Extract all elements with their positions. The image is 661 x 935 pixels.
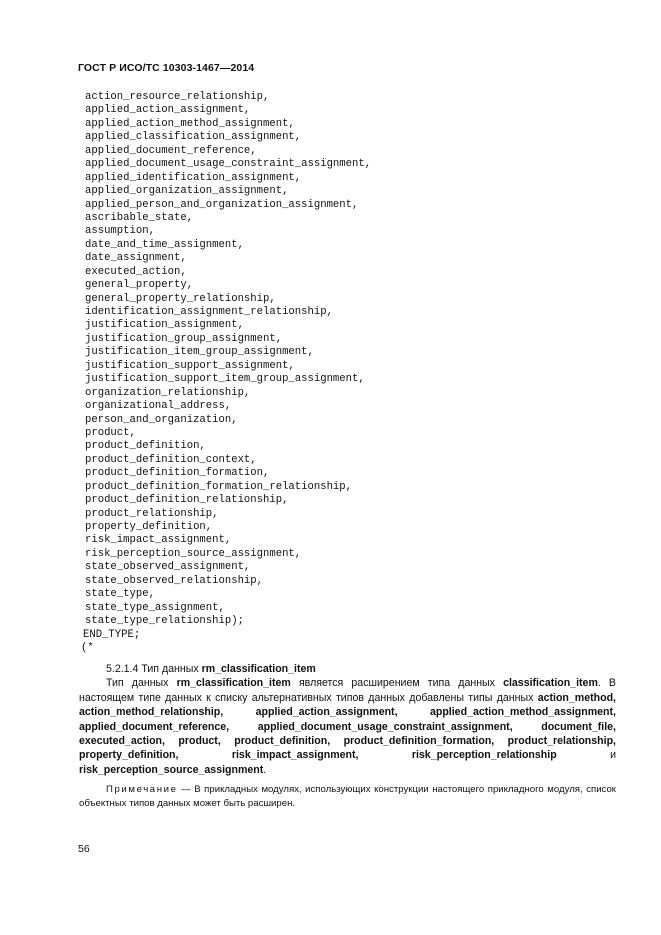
code-end-type: END_TYPE;: [83, 628, 141, 641]
code-line: justification_support_item_group_assignment,: [85, 373, 365, 386]
code-line: risk_perception_source_assignment,: [85, 547, 302, 560]
code-line: state_observed_relationship,: [85, 574, 264, 587]
code-line: state_type_assignment,: [85, 601, 225, 614]
code-line: assumption,: [85, 225, 155, 238]
page-number: 56: [78, 843, 90, 855]
code-line: product_definition_context,: [85, 453, 257, 466]
section-paragraph: [79, 676, 616, 777]
code-line: date_assignment,: [85, 252, 187, 265]
bold-term: action_method, action_method_relationship, applied_action_assignment, applied_action_method_assignment, applied_document_reference, applied_document_usage_constraint_assignment, document_file, executed_action, product, product_definition, product_definition_formation, product_relationship, property_definition, risk_impact_assignment, risk_perception_relationship: [79, 691, 616, 762]
code-line: justification_assignment,: [85, 319, 244, 332]
code-comment-open: (*: [81, 641, 94, 654]
code-line: ascribable_state,: [85, 211, 194, 224]
code-line: product,: [85, 426, 136, 439]
code-line: general_property,: [85, 279, 194, 292]
section-title-name: rm_classification_item: [201, 663, 316, 675]
code-line: applied_action_method_assignment,: [85, 117, 295, 130]
section-5-2-1-4: [79, 662, 616, 811]
code-line: person_and_organization,: [85, 413, 238, 426]
code-line: product_relationship,: [85, 507, 219, 520]
code-line: organization_relationship,: [85, 386, 251, 399]
bold-term: classification_item: [503, 677, 598, 690]
express-code-block: [81, 91, 371, 655]
code-line: identification_assignment_relationship,: [85, 306, 333, 318]
paragraph-text: и: [556, 749, 616, 762]
code-line: state_type,: [85, 588, 155, 601]
paragraph-text: . В настоящем типе данных к списку альтернативных типов данных добавлены типы данных: [79, 677, 617, 704]
bold-term: risk_perception_source_assignment: [79, 763, 264, 776]
code-line: applied_document_reference,: [85, 144, 257, 157]
code-line: applied_classification_assignment,: [85, 131, 302, 144]
note-label: Примечание: [106, 784, 178, 796]
code-line: applied_document_usage_constraint_assignment,: [85, 158, 372, 171]
code-line: state_type_relationship);: [85, 615, 244, 628]
code-line: property_definition,: [85, 521, 213, 533]
code-line: risk_impact_assignment,: [85, 534, 232, 547]
bold-term: rm_classification_item: [176, 677, 291, 690]
code-line: date_and_time_assignment,: [85, 238, 244, 251]
code-line: product_definition_formation,: [85, 467, 270, 480]
paragraph-text: .: [263, 763, 267, 776]
note: [79, 783, 616, 811]
code-line: applied_action_assignment,: [85, 104, 251, 117]
code-line: product_definition,: [85, 440, 206, 453]
code-line: applied_organization_assignment,: [85, 185, 289, 198]
paragraph-text: Тип данных: [106, 677, 177, 690]
code-line: justification_support_assignment,: [85, 359, 295, 372]
code-line: state_observed_assignment,: [85, 561, 251, 574]
code-line: action_resource_relationship,: [85, 91, 270, 103]
section-title: [79, 662, 616, 676]
code-line: justification_item_group_assignment,: [85, 346, 314, 359]
paragraph-text: является расширением типа данных: [290, 677, 504, 690]
code-line: product_definition_formation_relationship,: [85, 480, 353, 493]
code-line: applied_person_and_organization_assignment,: [85, 198, 359, 211]
code-line: general_property_relationship,: [85, 292, 276, 305]
code-line: applied_identification_assignment,: [85, 171, 302, 184]
document-header: ГОСТ Р ИСО/ТС 10303-1467—2014: [78, 62, 255, 74]
code-line: executed_action,: [85, 265, 187, 278]
code-line: organizational_address,: [85, 400, 232, 413]
code-line: justification_group_assignment,: [85, 332, 283, 345]
note-text: — В прикладных модулях, использующих конструкции настоящего прикладного модуля, список объектных типов данных может быть расширен.: [79, 784, 616, 810]
section-title-prefix: 5.2.1.4 Тип данных: [106, 663, 202, 675]
code-line: product_definition_relationship,: [85, 494, 289, 507]
